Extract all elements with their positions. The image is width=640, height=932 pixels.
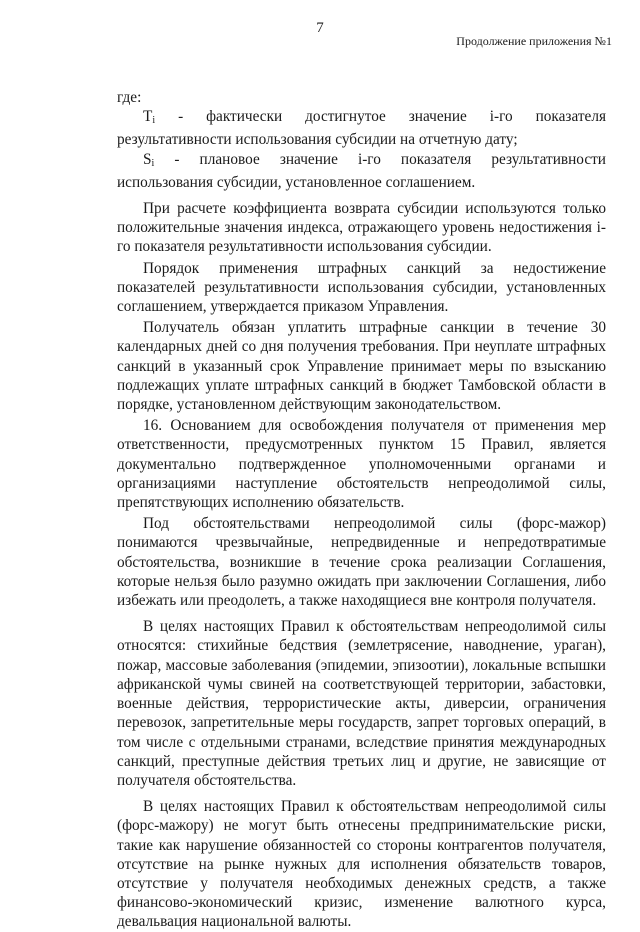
si-subscript: i (151, 157, 155, 169)
appendix-continuation-note: Продолжение приложения №1 (456, 34, 612, 48)
document-body (117, 88, 606, 932)
paragraph-16-exemption: 16. Основанием для освобождения получателя от применения мер ответственности, предусмотренных пунктом 15 Правил, является документально подтвержденное уполномоченными органами и организациями наступление обстоятельств непреодолимой силы, препятствующих исполнению обязательств. (117, 417, 606, 512)
definition-si (117, 150, 606, 192)
si-definition-text: - плановое значение i-го показателя результативности использования субсидии, установленное соглашением. (117, 150, 606, 191)
ti-symbol: T (143, 108, 153, 126)
si-symbol: S (143, 150, 152, 168)
ti-definition-text: - фактически достигнутое значение i-го показателя результативности использования субсидии на отчетную дату; (117, 108, 606, 149)
definition-ti (117, 107, 606, 149)
paragraph-force-majeure-list: В целях настоящих Правил к обстоятельствам непреодолимой силы относятся: стихийные бедствия (землетрясение, наводнение, ураган), пожар, массовые заболевания (эпидемии, эпизоотии), локальные вспышки африканской чумы свиней на соответствующей территории, забастовки, военные действия, террористические акты, диверсии, ограничения перевозок, запретительные меры государств, запрет торговых операций, в том числе с отдельными странами, вследствие принятия международных санкций, преступные действия третьих лиц и другие, не зависящие от получателя обстоятельства. (117, 618, 606, 789)
paragraph-force-majeure-exclusions: В целях настоящих Правил к обстоятельствам непреодолимой силы (форс-мажору) не могут быть отнесены предпринимательские риски, такие как нарушение обязанностей со стороны контрагентов получателя, отсутствие на рынке нужных для исполнения обязательств товаров, отсутствие у получателя необходимых денежных средств, а также финансово-экономический кризис, изменение валютного курса, девальвация национальной валюты. (117, 798, 606, 931)
page-number: 7 (316, 20, 324, 36)
where-label: где: (117, 89, 142, 106)
paragraph-penalty-procedure: Порядок применения штрафных санкций за недостижение показателей результативности использования субсидии, установленных соглашением, утверждается приказом Управления. (117, 259, 606, 316)
paragraph-coefficient: При расчете коэффициента возврата субсидии используются только положительные значения индекса, отражающего уровень недостижения i-го показателя результативности использования субсидии. (117, 200, 606, 256)
paragraph-force-majeure-definition: Под обстоятельствами непреодолимой силы (форс-мажор) понимаются чрезвычайные, непредвиденные и непредотвратимые обстоятельства, возникшие в течение срока реализации Соглашения, которые нельзя было разумно ожидать при заключении Соглашения, либо избежать или преодолеть, а также находящиеся вне контроля получателя. (117, 515, 606, 610)
ti-subscript: i (152, 115, 156, 127)
paragraph-penalty-payment: Получатель обязан уплатить штрафные санкции в течение 30 календарных дней со дня получения требования. При неуплате штрафных санкций в указанный срок Управление принимает меры по взысканию подлежащих уплате штрафных санкций в бюджет Тамбовской области в порядке, установленном действующим законодательством. (117, 319, 606, 414)
